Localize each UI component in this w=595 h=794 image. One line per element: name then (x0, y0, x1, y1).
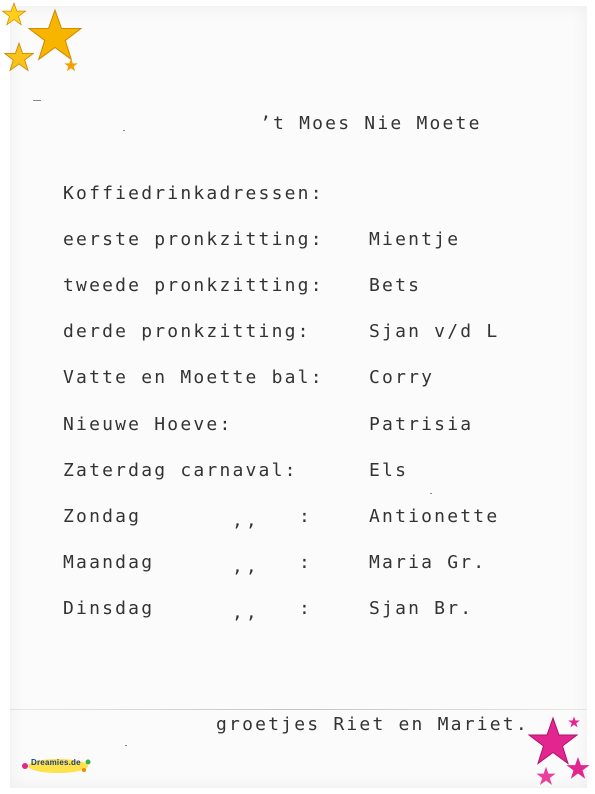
row-value: Els (369, 460, 409, 481)
paper-fold-line (10, 709, 587, 710)
gold-star-large-icon (28, 8, 82, 62)
ditto-mark: ,, (232, 602, 260, 623)
pink-star-tiny-icon (568, 716, 580, 728)
row-label: Nieuwe Hoeve: (63, 414, 233, 435)
ditto-mark: ,, (232, 510, 260, 531)
pink-star-medium-icon (566, 756, 590, 780)
row-colon: : (299, 598, 313, 619)
row-value: Corry (369, 367, 435, 388)
row-value: Sjan Br. (369, 598, 474, 619)
row-label: Zondag (63, 506, 142, 527)
ditto-mark: ,, (232, 556, 260, 577)
row-label: Dinsdag (63, 598, 155, 619)
row-label: derde pronkzitting: (63, 321, 311, 342)
row-label: Zaterdag carnaval: (63, 460, 298, 481)
logo-text: Dreamies.de (31, 758, 81, 767)
row-value: Bets (369, 275, 422, 296)
gold-star-medium-icon (4, 42, 34, 72)
row-value: Antionette (369, 506, 500, 527)
row-label: eerste pronkzitting: (63, 229, 324, 250)
signoff-text: groetjes Riet en Mariet. (216, 714, 529, 735)
row-label: tweede pronkzitting: (63, 275, 324, 296)
row-colon: : (299, 506, 313, 527)
row-colon: : (299, 552, 313, 573)
row-value: Patrisia (369, 414, 474, 435)
document-title: ’t Moes Nie Moete (260, 113, 482, 134)
row-label: Vatte en Moette bal: (63, 367, 324, 388)
row-value: Mientje (369, 229, 461, 250)
row-value: Sjan v/d L (369, 321, 500, 342)
pink-star-small-icon (536, 766, 556, 786)
site-logo (18, 756, 92, 774)
gold-star-tiny-icon (64, 58, 78, 72)
section-heading: Koffiedrinkadressen: (63, 183, 324, 204)
row-value: Maria Gr. (369, 552, 487, 573)
gold-star-small-icon (2, 2, 26, 26)
row-label: Maandag (63, 552, 155, 573)
